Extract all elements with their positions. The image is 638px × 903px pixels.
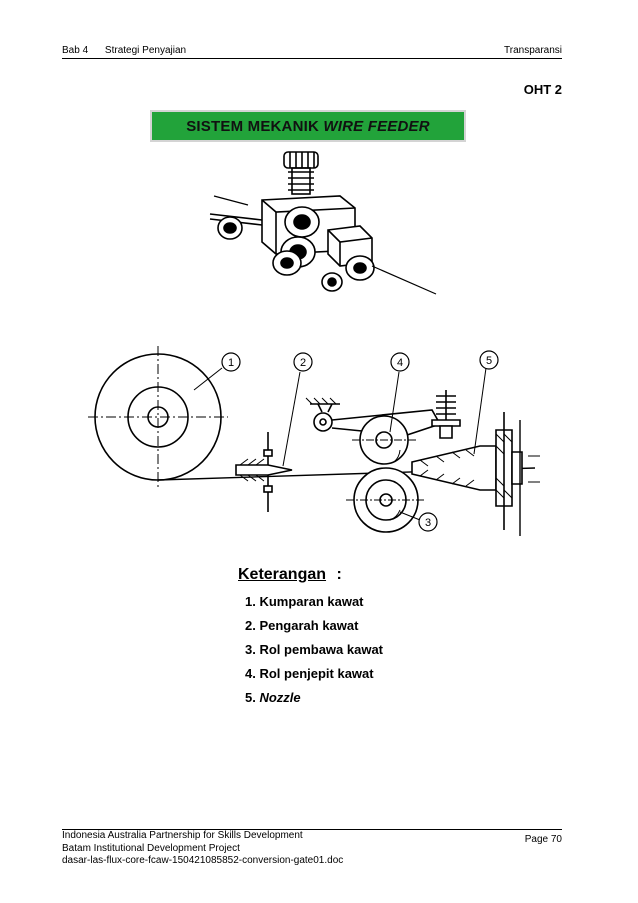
callout-label-1: 1: [227, 357, 235, 369]
callout-label-2: 2: [299, 357, 307, 369]
item-text: Rol pembawa kawat: [259, 642, 384, 657]
header-section: Strategi Penyajian: [104, 45, 187, 56]
footer-line-3: dasar-las-flux-core-fcaw-150421085852-conversion-gate01.doc: [62, 855, 344, 866]
item-number: 1.: [245, 594, 256, 609]
item-number: 2.: [245, 618, 256, 633]
list-item: [245, 690, 383, 714]
list-item: [245, 642, 383, 666]
keterangan-heading: Keterangan: [238, 566, 327, 583]
list-item: [245, 618, 383, 642]
header-category: Transparansi: [504, 45, 562, 56]
callout-label-5: 5: [485, 355, 493, 367]
keterangan-title: [238, 566, 342, 584]
item-number: 4.: [245, 666, 256, 681]
footer-line-1: Indonesia Australia Partnership for Skills Development: [62, 830, 303, 841]
banner-title-italic: WIRE FEEDER: [323, 117, 430, 135]
list-item: [245, 666, 383, 690]
item-text: Kumparan kawat: [259, 594, 364, 609]
item-text: Nozzle: [259, 690, 301, 705]
mechanism-illustration: [210, 152, 436, 294]
list-item: [245, 594, 383, 618]
item-text: Pengarah kawat: [259, 618, 359, 633]
footer-text: [62, 830, 343, 868]
keterangan-list: [245, 594, 383, 714]
banner-title-plain: SISTEM MEKANIK: [186, 117, 324, 135]
item-number: 3.: [245, 642, 256, 657]
header-chapter: Bab 4: [62, 45, 89, 56]
item-number: 5.: [245, 690, 256, 705]
footer-line-2: Batam Institutional Development Project: [62, 842, 240, 854]
callout-label-4: 4: [396, 357, 404, 369]
schematic-diagram: [88, 346, 540, 536]
oht-label: OHT 2: [523, 82, 562, 97]
page-number: Page 70: [524, 834, 562, 845]
keterangan-colon: :: [336, 566, 342, 583]
callout-label-3: 3: [424, 517, 432, 529]
item-text: Rol penjepit kawat: [259, 666, 374, 681]
